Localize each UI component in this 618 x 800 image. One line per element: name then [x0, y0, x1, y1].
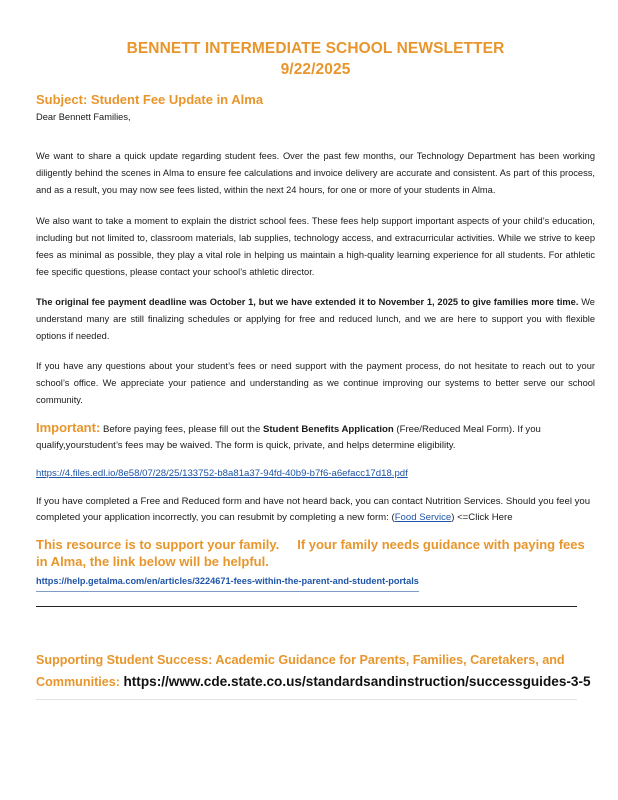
nutrition-text-before: If you have completed a Free and Reduced form and have not heard back, you can contact Nutrition Services. Should you feel you completed your application incorrectly, you can resubmit by completing a new form: (	[36, 496, 591, 523]
paragraph-deadline	[36, 294, 595, 345]
pdf-link-row	[36, 464, 595, 482]
important-text-after: (Free/Reduced Meal Form). If you qualify,yourstudent’s fees may be waived. The form is quick, private, and helps determine eligibility.	[36, 424, 541, 451]
nutrition-services-note	[36, 494, 595, 526]
important-text-before: Before paying fees, please fill out the	[100, 424, 263, 435]
supporting-success-section	[36, 649, 595, 693]
title-line-date: 9/22/2025	[280, 61, 351, 78]
paragraph-fee-update: We want to share a quick update regarding student fees. Over the past few months, our Technology Department has been working diligently behind the scenes in Alma to ensure fee calculations and invoice delivery are accurate and consistent. As part of this process, and as a result, you may now see fees listed, within the next 24 hours, for one or more of your students in Alma.	[36, 151, 595, 195]
footer-divider	[36, 699, 577, 700]
cde-success-guides-url[interactable]: https://www.cde.state.co.us/standardsandinstruction/successguides-3-5	[123, 674, 591, 689]
supporting-label: Supporting Student Success: Academic Guidance for Parents, Families, Caretakers, and Communities:	[36, 653, 565, 689]
newsletter-page	[36, 0, 595, 700]
newsletter-title	[36, 38, 595, 80]
paragraph-questions: If you have any questions about your student’s fees or need support with the payment process, do not hesitate to reach out to your school’s office. We appreciate your patience and understanding as we continue improving our systems to better serve our school community.	[36, 361, 595, 405]
benefits-pdf-link[interactable]: https://4.files.edl.io/8e58/07/28/25/133752-b8a81a37-94fd-40b9-b7f6-a6efacc17d18.pdf	[36, 468, 408, 479]
section-divider	[36, 606, 577, 607]
paragraph-fee-explanation: We also want to take a moment to explain the district school fees. These fees help support important aspects of your child’s education, including but not limited to, classroom materials, lab supplies, technology access, and extracurricular activities. While we strive to keep fees as minimal as possible, they play a vital role in helping us maintain a high-quality learning experience for all students. For athletic fee specific questions, please contact your school’s athletic director.	[36, 216, 595, 277]
subject-heading: Subject: Student Fee Update in Alma	[36, 92, 264, 107]
greeting: Dear Bennett Families,	[36, 112, 131, 122]
alma-help-link[interactable]: https://help.getalma.com/en/articles/3224671-fees-within-the-parent-and-student-portals	[36, 574, 419, 592]
benefits-application-name: Student Benefits Application	[262, 424, 394, 435]
food-service-link[interactable]: Food Service	[394, 512, 452, 523]
nutrition-text-after: ) <=Click Here	[451, 512, 513, 523]
important-notice	[36, 420, 595, 454]
deadline-bold: The original fee payment deadline was October 1, but we have extended it to November 1, 2025 to give families more time.	[36, 297, 579, 307]
resource-callout	[36, 536, 595, 570]
resource-part2: If your family needs guidance with paying fees in Alma, the link below will be helpful.	[36, 537, 585, 569]
deadline-rest: We understand many are still finalizing schedules or applying for free and reduced lunch, and we are here to support you with flexible options if needed.	[36, 297, 595, 341]
title-line-school: BENNETT INTERMEDIATE SCHOOL NEWSLETTER	[126, 40, 505, 57]
resource-part1: This resource is to support your family.	[36, 537, 280, 552]
important-label: Important:	[36, 420, 101, 435]
